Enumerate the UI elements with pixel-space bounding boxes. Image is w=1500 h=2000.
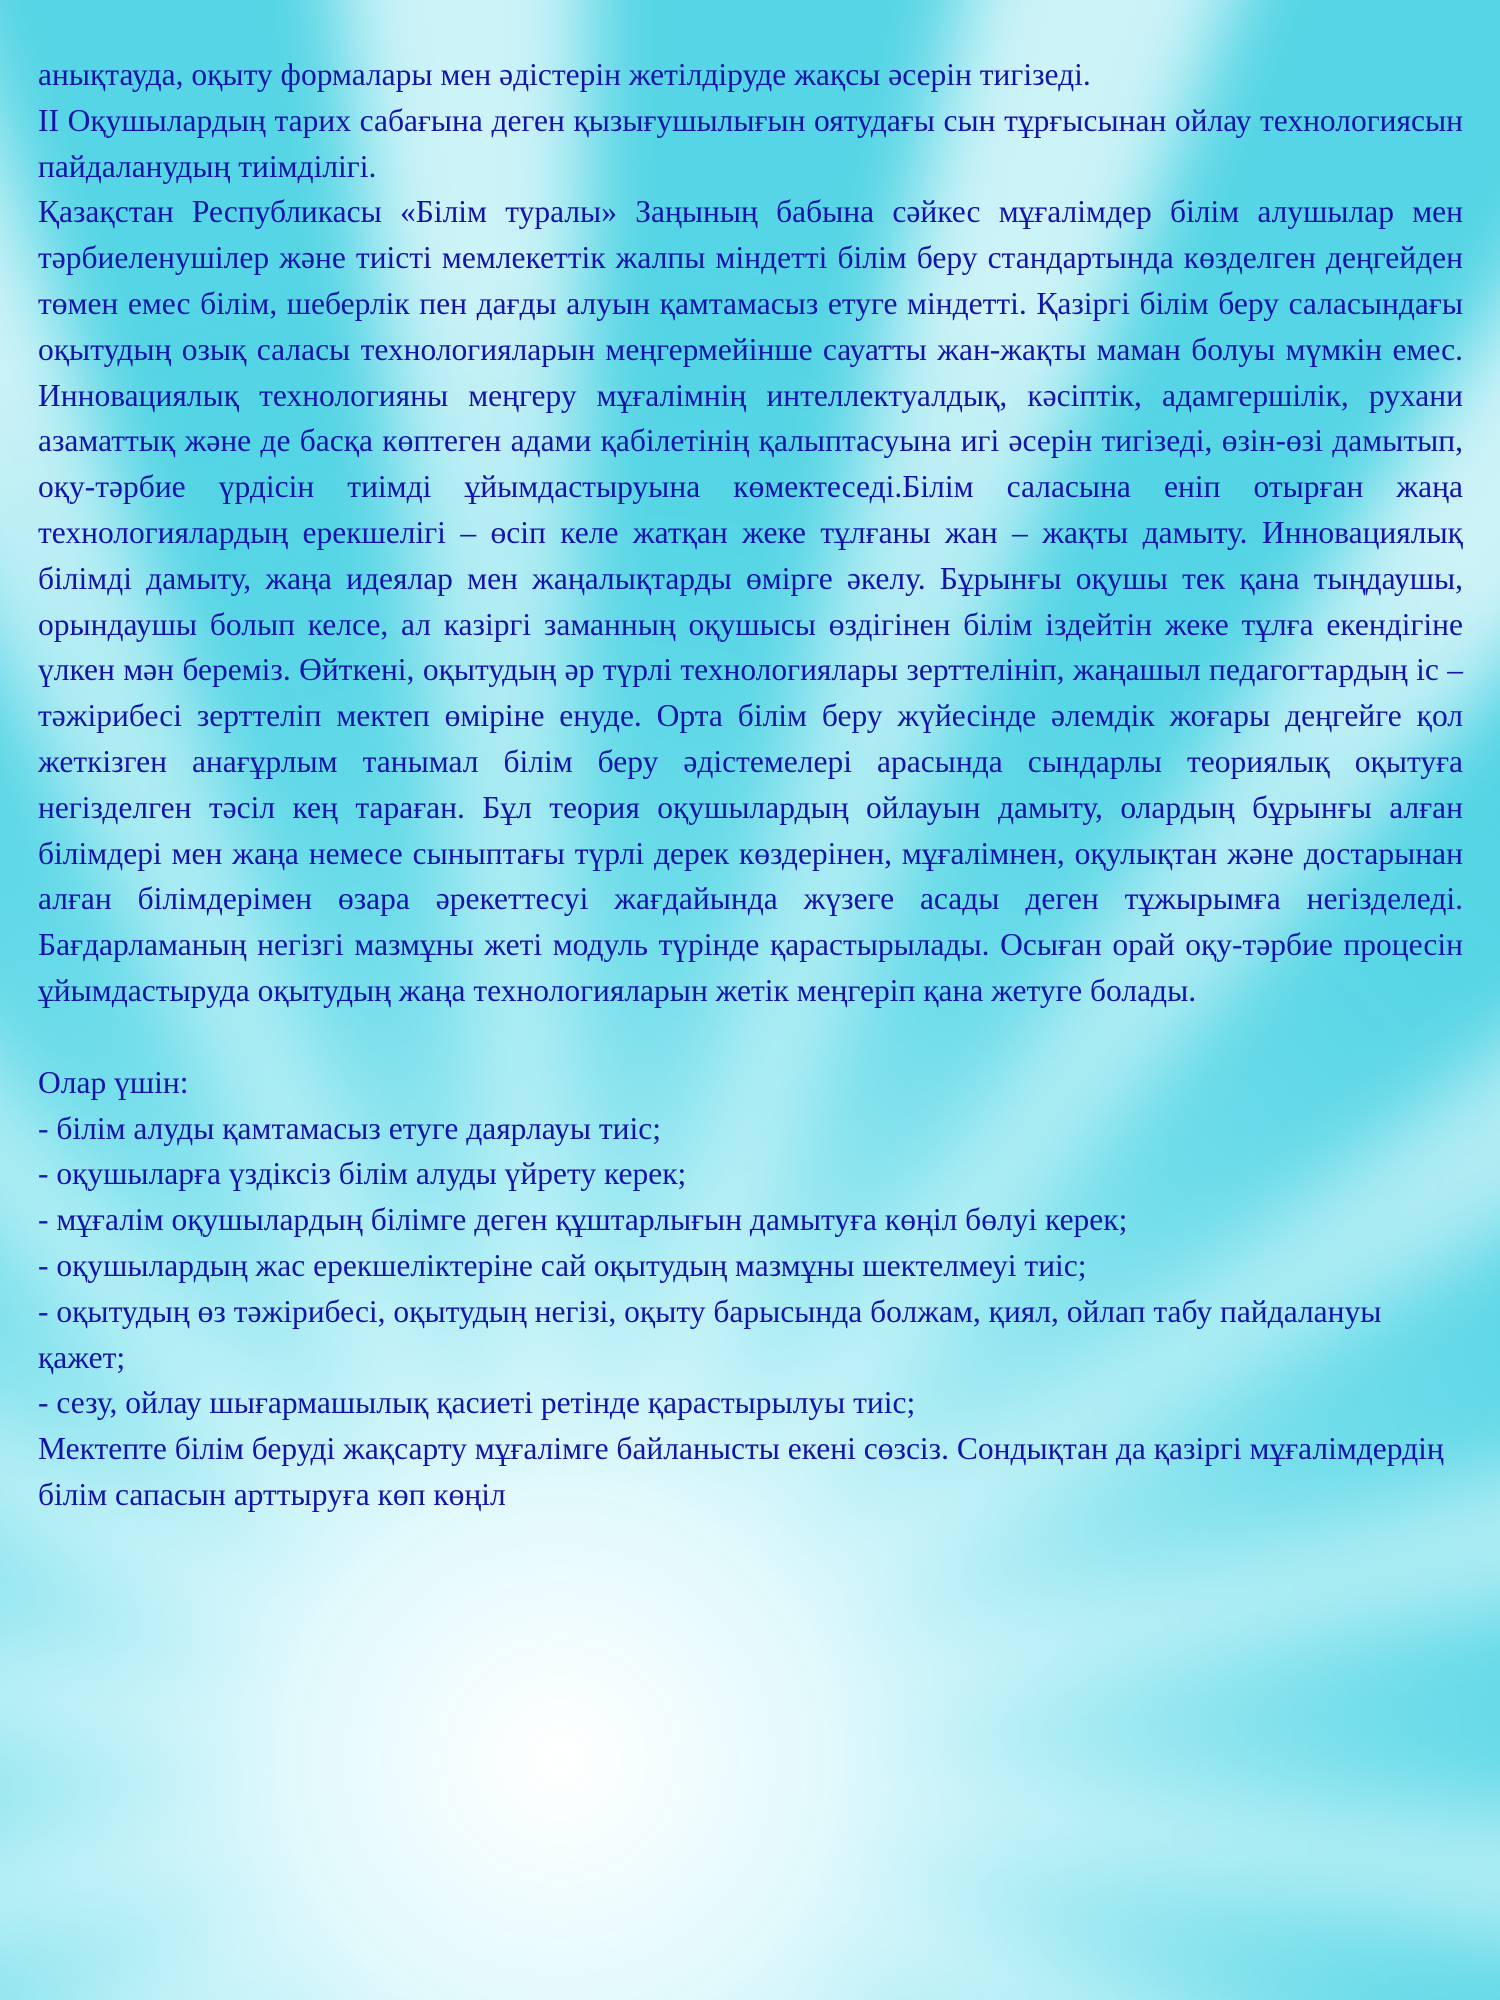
list-item: - оқытудың өз тәжірибесі, оқытудың негізі, оқыту барысында болжам, қиял, ойлап табу пайдалануы қажет;: [38, 1293, 1382, 1375]
document-body: [38, 52, 1463, 1518]
paragraph-intro-line: анықтауда, оқыту формалары мен әдістерін жетілдіруде жақсы әсерін тигізеді.: [38, 57, 1091, 92]
main-paragraph: Қазақстан Республикасы «Білім туралы» Заңының бабына сәйкес мұғалімдер білім алушылар мен тәрбиеленушілер және тиісті мемлекеттік жалпы міндетті білім беру стандартында көзделген деңгейден төмен емес білім, шеберлік пен дағды алуын қамтамасыз етуге міндетті. Қазіргі білім беру саласындағы оқытудың озық саласы технологияларын меңгермейінше сауатты жан-жақты маман болуы мүмкін емес. Инновациялық технологияны меңгеру мұғалімнің интеллектуалдық, кәсіптік, адамгершілік, рухани азаматтық және де басқа көптеген адами қабілетінің қалыптасуына игі әсерін тигізеді, өзін-өзі дамытып, оқу-тәрбие үрдісін тиімді ұйымдастыруына көмектеседі.Білім саласына еніп отырған жаңа технологиялардың ерекшелігі – өсіп келе жатқан жеке тұлғаны жан – жақты дамыту. Инновациялық білімді дамыту, жаңа идеялар мен жаңалықтарды өмірге әкелу. Бұрынғы оқушы тек қана тыңдаушы, орындаушы болып келсе, ал казіргі заманның оқушысы өздігінен білім іздейтін жеке тұлға екендігіне үлкен мән береміз. Өйткені, оқытудың әр түрлі технологиялары зерттелініп, жаңашыл педагогтардың іс – тәжірибесі зерттеліп мектеп өміріне енуде. Орта білім беру жүйесінде әлемдік жоғары деңгейге қол жеткізген анағұрлым танымал білім беру әдістемелері арасында сындарлы теориялық оқытуға негізделген тәсіл кең тараған. Бұл теория оқушылардың ойлауын дамыту, олардың бұрынғы алған білімдері мен жаңа немесе сыныптағы түрлі дерек көздерінен, мұғалімнен, оқулықтан және достарынан алған білімдерімен өзара әрекеттесуі жағдайында жүзеге асады деген тұжырымға негізделеді. Бағдарламаның негізгі мазмұны жеті модуль түрінде қарастырылады. Осыған орай оқу-тәрбие процесін ұйымдастыруда оқытудың жаңа технологияларын жетік меңгеріп қана жетуге болады.: [38, 194, 1463, 1008]
spacer: [38, 1014, 1463, 1060]
closing-paragraph: Мектепте білім беруді жақсарту мұғалімге байланысты екені сөзсіз. Сондықтан да қазіргі мұғалімдердің білім сапасын арттыруға көп көңіл: [38, 1431, 1444, 1512]
section-heading: II Оқушылардың тарих сабағына деген қызығушылығын оятудағы сын тұрғысынан ойлау технологиясын пайдаланудың тиімділігі.: [38, 102, 1463, 184]
list-intro: Олар үшін:: [38, 1064, 189, 1100]
list-item: - мұғалім оқушылардың білімге деген құштарлығын дамытуға көңіл бөлуі керек;: [38, 1202, 1128, 1238]
list-item: - оқушылардың жас ерекшеліктеріне сай оқытудың мазмұны шектелмеуі тиіс;: [38, 1247, 1087, 1283]
list-item: - оқушыларға үздіксіз білім алуды үйрету керек;: [38, 1156, 687, 1192]
list-item: - білім алуды қамтамасыз етуге даярлауы тиіс;: [38, 1110, 662, 1146]
list-item: - сезу, ойлау шығармашылық қасиеті ретінде қарастырылуы тиіс;: [38, 1385, 916, 1421]
